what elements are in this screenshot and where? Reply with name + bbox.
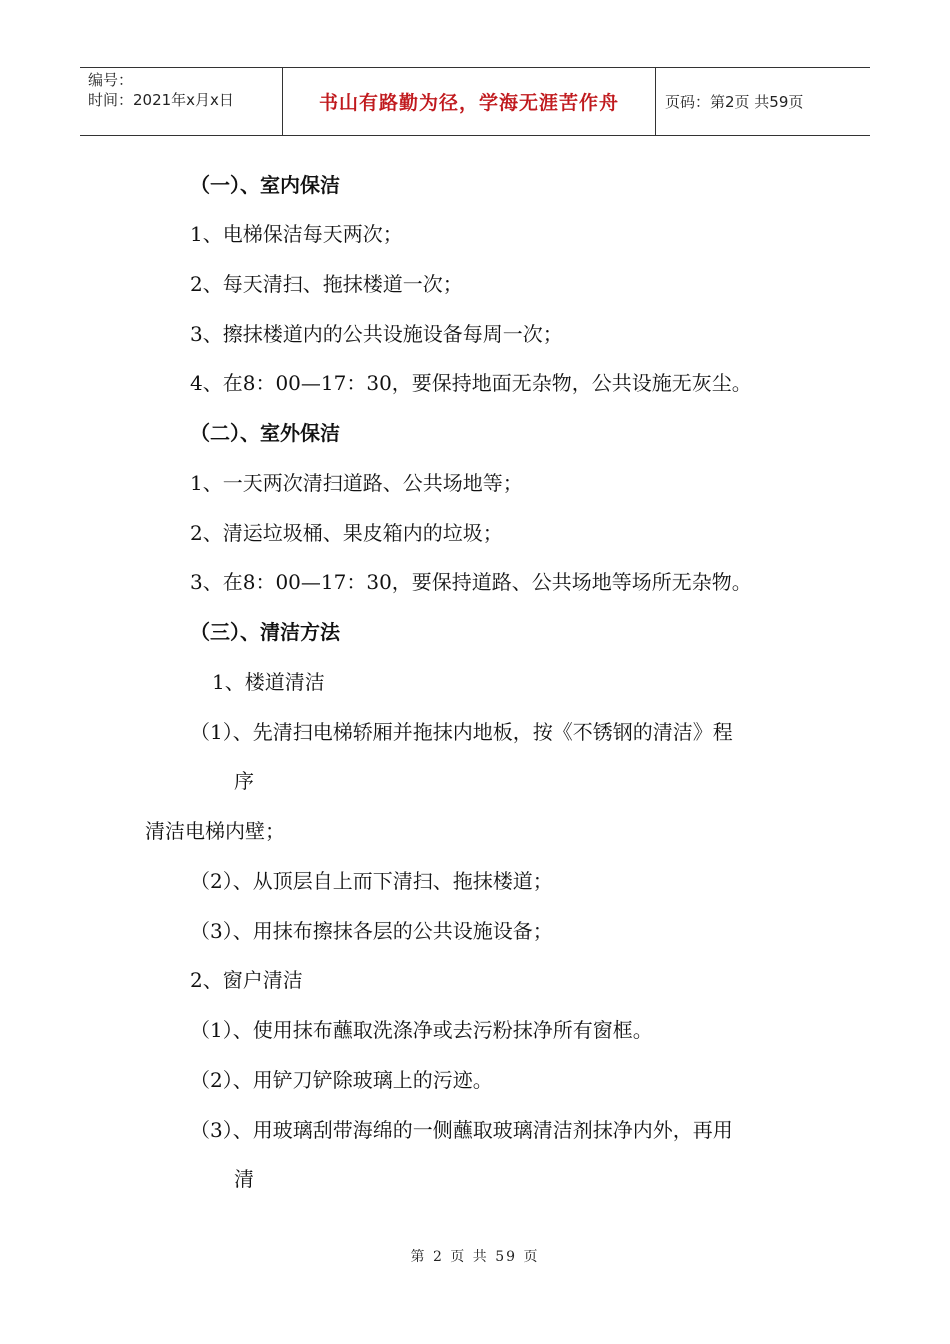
doc-number-label: 编号： [88,71,134,89]
list-item: 1、电梯保洁每天两次； [190,222,403,246]
header-page-info: 页码：第2页 共59页 [665,93,804,111]
section-title-outdoor: （二）、室外保洁 [190,421,340,445]
page-header [80,67,870,136]
header-divider-right [655,68,656,135]
paragraph: （1）、使用抹布蘸取洗涤净或去污粉抹净所有窗框。 [190,1018,653,1042]
list-item: 3、在8：00—17：30，要保持道路、公共场地等场所无杂物。 [190,570,752,594]
page-footer: 第 2 页 共 59 页 [410,1249,540,1265]
paragraph-continuation: 清洁电梯内壁； [145,819,285,843]
paragraph: （1）、先清扫电梯轿厢并拖抹内地板，按《不锈钢的清洁》程 [190,720,733,744]
list-item: 1、一天两次清扫道路、公共场地等； [190,471,523,495]
section-title-methods: （三）、清洁方法 [190,620,340,644]
paragraph: （3）、用玻璃刮带海绵的一侧蘸取玻璃清洁剂抹净内外，再用 [190,1118,733,1142]
header-motto: 书山有路勤为径，学海无涯苦作舟 [318,92,619,114]
doc-time-label: 时间：2021年x月x日 [88,91,234,109]
header-meta [88,70,234,110]
list-item: 2、每天清扫、拖抹楼道一次； [190,272,463,296]
subsection-title-window: 2、窗户清洁 [190,968,303,992]
subsection-title-corridor: 1、楼道清洁 [212,670,325,694]
list-item: 4、在8：00—17：30，要保持地面无杂物，公共设施无灰尘。 [190,371,752,395]
list-item: 3、擦抹楼道内的公共设施设备每周一次； [190,322,563,346]
list-item: 2、清运垃圾桶、果皮箱内的垃圾； [190,521,503,545]
paragraph: （2）、从顶层自上而下清扫、拖抹楼道； [190,869,553,893]
paragraph: （2）、用铲刀铲除玻璃上的污迹。 [190,1068,493,1092]
paragraph-continuation: 清 [234,1167,254,1191]
paragraph: （3）、用抹布擦抹各层的公共设施设备； [190,919,553,943]
section-title-indoor: （一）、室内保洁 [190,173,340,197]
paragraph-continuation: 序 [234,769,254,793]
